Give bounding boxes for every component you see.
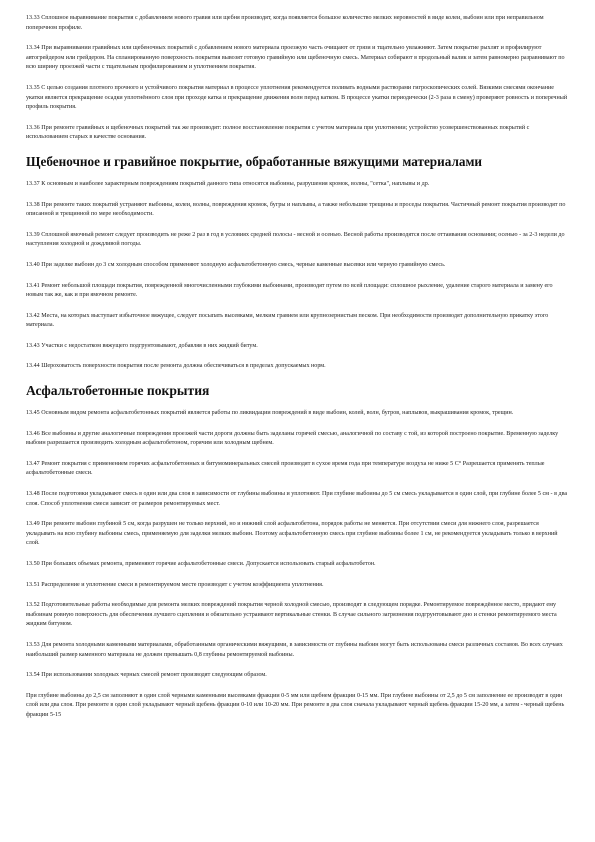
paragraph-13-35: 13.35 С целью создания плотного прочного и устойчивого покрытия материал в процессе уплотнения рекомендуется поливать водными растворами гигроскопических солей. Вязкими смесями окончание укатки является прекращение осадки уплотнённого слоя при проходе катка и прекращение движения волн перед катком. В процессе укатки периодически (2-3 раза в смену) проверяют ровность и поперечный профиль покрытия. (26, 84, 568, 111)
paragraph-13-49: 13.49 При ремонте выбоин глубиной 5 см, когда разрушен не только верхний, но и нижний слой асфальтобетона, порядок работы не меняется. При отсутствии смеси для нижнего слоя, разрешается укладывать на всю глубину выбоины смесь, применяемую для заделки мелких выбоин. Поэтому асфальтобетонную смесь при глубине выбоины более 1 см, не рекомендуется укладывать только в верхний слой. (26, 521, 558, 547)
paragraph-13-34: 13.34 При выравнивании гравийных или щебеночных покрытий с добавлением нового материала проезжую часть очищают от грязи и тщательно увлажняют. Затем покрытие рыхлят и профилируют автогрейдером или грейдером. На спланированную поверхность покрытия вывозят готовую гравийную или щебеночную смесь. Материал собирают в продольный валик и затем равномерно разравнивают по всю ширину проезжей части с тщательным профилированием и уплотнением покрытия. (26, 45, 565, 71)
paragraph-13-47: 13.47 Ремонт покрытия с применением горячих асфальтобетонных и битумоминеральных смесей производят в сухое время года при температуре воздуха не ниже 5 С° Разрешается применять теплые асфальтобетонные смеси. (26, 460, 545, 477)
section-heading-gravel: Щебеночное и гравийное покрытие, обработанные вяжущими материалами (26, 153, 483, 169)
paragraph-13-54-continued: При глубине выбоины до 2,5 см заполняют в один слой черными каменными высевками фракции 0-5 мм или щебнем фракции 0-15 мм. При глубине выбоины от 2,5 до 5 см заполнение ее производят в один слой или два слоя. При ремонте в один слой укладывают черный щебень фракции 0-10 или 10-20 мм. При ремонте в два слоя сначала укладывают черный щебень фракции 15-20 мм, а затем - черный щебень фракции 5-15 (26, 692, 565, 718)
paragraph-13-53: 13.53 Для ремонта холодными каменными материалами, обработанными органическими вяжущими, в зависимости от глубины выбоин могут быть использованы смеси различных составов. Во всех случаях наибольший размер каменного материала не должен превышать 0,8 глубины ремонтируемой выбоины. (26, 641, 563, 658)
paragraph-13-54: 13.54 При использовании холодных черных смесей ремонт производят следующим образом. (26, 672, 267, 679)
paragraph-13-33: 13.33 Сплошное выравнивание покрытия с добавлением нового гравия или щебня производят, когда появляется большое количество мелких неровностей в виде колеи, выбоин или при неправильном поперечном профиле. (26, 15, 544, 31)
paragraph-13-36: 13.36 При ремонте гравийных и щебеночных покрытий так же производят: полное восстановление покрытия с учетом материала при уплотнении; устройство усовершенствованных покрытий с использованием старых в качестве основания. (26, 124, 530, 141)
document-page (26, 14, 570, 732)
paragraph-13-51: 13.51 Распределение и уплотнение смеси в ремонтируемом месте производят с учетом коэффициента уплотнения. (26, 581, 324, 588)
paragraph-13-40: 13.40 При заделке выбоин до 3 см холодным способом применяют холодную асфальтобетонную смесь, черные каменные высевки или черную гравийную смесь. (26, 261, 446, 268)
paragraph-13-39: 13.39 Сплошной ямочный ремонт следует производить не реже 2 раз в год в условиях средней полосы - весной и осенью. Весной работы производятся после оттаивания основания; осенью - за 2-3 недели до наступления холодной и дождливой погоды. (26, 231, 565, 248)
paragraph-13-37: 13.37 К основным и наиболее характерным повреждениям покрытий данного типа относятся выбоины, разрушения кромок, волны, "сетка", наплывы и др. (26, 180, 430, 187)
paragraph-13-52: 13.52 Подготовительные работы необходимые для ремонта мелких повреждений покрытия черной холодной смесью, производят в следующем порядке. Ремонтируемое повреждённое место, придают ему выбоинам ровную поверхность для обеспечения лучшего сцепления и обязательно устраивают вертикальные стенки. В случае сильного загрязнения подгрунтовывают дно и стенки ремонтируемого места жидким битумом. (26, 602, 557, 628)
paragraph-13-45: 13.45 Основным видом ремонта асфальтобетонных покрытий является работы по ликвидации повреждений в виде выбоин, колей, волн, бугров, наплывов, выкрашивания кромок, трещин. (26, 410, 514, 417)
paragraph-13-43: 13.43 Участки с недостатком вяжущего подгрунтовывают, добавляя в них жидкий битум. (26, 342, 258, 349)
paragraph-13-48: 13.48 После подготовки укладывают смесь в один или два слоя в зависимости от глубины выбоины и уплотняют. При глубине выбоины до 5 см смесь укладывается в один слой, при глубине более 5 см - в два слоя. Способ уплотнения смеси зависит от размеров ремонтируемых мест. (26, 491, 568, 507)
paragraph-13-41: 13.41 Ремонт небольшой площади покрытия, поврежденной многочисленными глубокими выбоинами, производят путем по всей площади: сплошное рыхление, удаление старого материала и замену его новым так же, как и при ямочном ремонте. (26, 282, 553, 299)
section-heading-asphalt: Асфальтобетонные покрытия (26, 383, 210, 399)
paragraph-13-38: 13.38 При ремонте таких покрытий устраняют выбоины, колеи, волны, повреждения кромок, бугры и наплывы, а также небольшие трещины и проседы покрытия. Частичный ремонт покрытия производят по описанной и трещинной по мере необходимости. (26, 201, 566, 218)
paragraph-13-44: 13.44 Шероховатость поверхности покрытия после ремонта должна обеспечиваться в пределах допускаемых норм. (26, 363, 326, 370)
paragraph-13-50: 13.50 При больших объемах ремонта, применяют горячие асфальтобетонные смеси. Допускается использовать старый асфальтобетон. (26, 561, 376, 567)
paragraph-13-42: 13.42 Места, на которых выступает избыточное вяжущее, следует посыпать высевками, мелким гравием или крупнозернистым песком. При необходимости производят дополнительную прикатку этого материала. (26, 312, 549, 329)
paragraph-13-46: 13.46 Все выбоины и другие аналогичные повреждения проезжей части дороги должны быть заделаны горячей смесью, аналогичной по составу с той, из которой построено покрытие. Временную заделку выбоин разрешается производить холодным асфальтобетоном, горячим или холодным щебнем. (26, 430, 559, 447)
